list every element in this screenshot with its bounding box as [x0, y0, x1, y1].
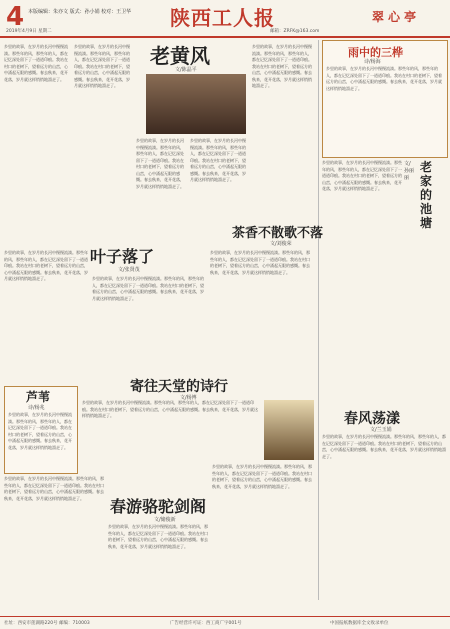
col-spring-3: 乡里的故事，在岁月的长河中慢慢流淌。那些年的风，那些年的人，都在记忆深处留下了一道道印痕。我站在村口的老树下，望着远方的山峦，心中涌起无限的感慨。春去秋来，花开花落，岁月就这样悄悄地溜走了。: [212, 464, 312, 489]
col-spring-2: 乡里的故事，在岁月的长河中慢慢流淌。那些年的风，那些年的人，都在记忆深处留下了一道道印痕。我站在村口的老树下，望着远方的山峦，心中涌起无限的感慨。春去秋来，花开花落，岁月就这样悄悄地溜走了。: [108, 524, 208, 549]
col-left-top: 乡里的故事，在岁月的长河中慢慢流淌。那些年的风，那些年的人，都在记忆深处留下了一道道印痕。我站在村口的老树下，望着远方的山峦，心中涌起无限的感慨。春去秋来，花开花落，岁月就这样悄悄地溜走了。: [4, 44, 68, 82]
candle-photo: [264, 400, 314, 460]
footer-note: 中国报纸数据库全文收录单位: [330, 621, 389, 626]
col-breeze: 乡里的故事，在岁月的长河中慢慢流淌。那些年的风，那些年的人，都在记忆深处留下了一道道印痕。我站在村口的老树下，望着远方的山峦，心中涌起无限的感慨。春去秋来，花开花落，岁月就这样悄悄地溜走了。: [322, 434, 446, 459]
col-leaves-1: 乡里的故事，在岁月的长河中慢慢流淌。那些年的风，那些年的人，都在记忆深处留下了一道道印痕。我站在村口的老树下，望着远方的山峦，心中涌起无限的感慨。春去秋来，花开花落，岁月就这样悄悄地溜走了。: [4, 250, 88, 281]
article-photo: [146, 74, 246, 134]
article-author: 文/刘俊荣: [270, 241, 292, 247]
page-number: 4: [6, 2, 25, 32]
poem-author: 诗/杨海: [364, 59, 381, 65]
poem-text: 乡里的故事，在岁月的长河中慢慢流淌。那些年的风，那些年的人，都在记忆深处留下了一道道印痕。我站在村口的老树下，望着远方的山峦，心中涌起无限的感慨。春去秋来，花开花落，岁月就这样悄悄地溜走了。: [326, 66, 442, 91]
poem-title: 芦苇: [26, 390, 51, 404]
article-title: 茶香不散歌不落: [232, 226, 324, 241]
col-heaven: 乡里的故事，在岁月的长河中慢慢流淌。那些年的风，那些年的人，都在记忆深处留下了一道道印痕。我站在村口的老树下，望着远方的山峦，心中涌起无限的感慨。春去秋来，花开花落，岁月就这样悄悄地溜走了。: [82, 400, 258, 418]
col-spring-1: 乡里的故事，在岁月的长河中慢慢流淌。那些年的风，那些年的人，都在记忆深处留下了一道道印痕。我站在村口的老树下，望着远方的山峦，心中涌起无限的感慨。春去秋来，花开花落，岁月就这样悄悄地溜走了。: [4, 476, 104, 501]
poem-text: 乡里的故事，在岁月的长河中慢慢流淌。那些年的风，那些年的人，都在记忆深处留下了一道道印痕。我站在村口的老树下，望着远方的山峦，心中涌起无限的感慨。春去秋来，花开花落，岁月就这样悄悄地溜走了。: [8, 412, 72, 450]
poem-title: 雨中的三桦: [348, 46, 403, 59]
article-title: 老家的池塘: [420, 160, 433, 230]
page-footer: [0, 616, 450, 629]
date-line: 2019年4月9日 星期二: [6, 29, 52, 34]
masthead: 陕西工人报: [170, 6, 275, 30]
article-author: 文/储俊新: [154, 517, 176, 523]
section-title: 翠心亭: [372, 10, 421, 24]
col-left-top-2: 乡里的故事，在岁月的长河中慢慢流淌。那些年的风，那些年的人，都在记忆深处留下了一道道印痕。我站在村口的老树下，望着远方的山峦，心中涌起无限的感慨。春去秋来，花开花落，岁月就这样悄悄地溜走了。: [74, 44, 130, 88]
article-title: 老黄风: [150, 44, 210, 68]
article-author: 文/兰玉娟: [370, 427, 392, 433]
footer-address: 社址：西安市莲湖路220号 邮编：710003: [4, 621, 90, 626]
col-leaves-2: 乡里的故事，在岁月的长河中慢慢流淌。那些年的风，那些年的人，都在记忆深处留下了一道道印痕。我站在村口的老树下，望着远方的山峦，心中涌起无限的感慨。春去秋来，花开花落，岁月就这样悄悄地溜走了。: [92, 276, 204, 301]
article-title: 春风荡漾: [344, 411, 400, 427]
article-author: 文/张贤茂: [118, 267, 140, 273]
column-divider: [318, 40, 319, 600]
col-center-2: 乡里的故事，在岁月的长河中慢慢流淌。那些年的风，那些年的人，都在记忆深处留下了一道道印痕。我站在村口的老树下，望着远方的山峦，心中涌起无限的感慨。春去秋来，花开花落，岁月就这样悄悄地溜走了。: [190, 138, 246, 182]
col-center-right: 乡里的故事，在岁月的长河中慢慢流淌。那些年的风，那些年的人，都在记忆深处留下了一道道印痕。我站在村口的老树下，望着远方的山峦，心中涌起无限的感慨。春去秋来，花开花落，岁月就这样悄悄地溜走了。: [252, 44, 312, 88]
footer-license: 广告经营许可证：西工商广字001号: [170, 621, 242, 626]
article-author: 文/孙丽丽: [404, 161, 415, 181]
article-title: 春游骆驼剑阁: [110, 497, 207, 516]
email-line: 邮箱：ZRFK@163.com: [270, 29, 320, 34]
editor-line: 本版编辑：朱亦文 版式：孙小娟 校对：王卫华: [28, 9, 132, 15]
poem-author: 诗/杨兆: [28, 405, 45, 411]
col-pond: 乡里的故事，在岁月的长河中慢慢流淌。那些年的风，那些年的人，都在记忆深处留下了一道道印痕。我站在村口的老树下，望着远方的山峦，心中涌起无限的感慨。春去秋来，花开花落，岁月就这样悄悄地溜走了。: [322, 160, 402, 191]
article-title: 叶子落了: [90, 247, 155, 266]
article-author: 文/杨博: [180, 395, 197, 401]
col-tea-1: 乡里的故事，在岁月的长河中慢慢流淌。那些年的风，那些年的人，都在记忆深处留下了一道道印痕。我站在村口的老树下，望着远方的山峦，心中涌起无限的感慨。春去秋来，花开花落，岁月就这样悄悄地溜走了。: [210, 250, 310, 275]
col-center-1: 乡里的故事，在岁月的长河中慢慢流淌。那些年的风，那些年的人，都在记忆深处留下了一道道印痕。我站在村口的老树下，望着远方的山峦，心中涌起无限的感慨。春去秋来，花开花落，岁月就这样悄悄地溜走了。: [136, 138, 184, 189]
article-title: 寄往天堂的诗行: [130, 379, 228, 395]
article-author: 文/陈晶平: [175, 67, 197, 73]
